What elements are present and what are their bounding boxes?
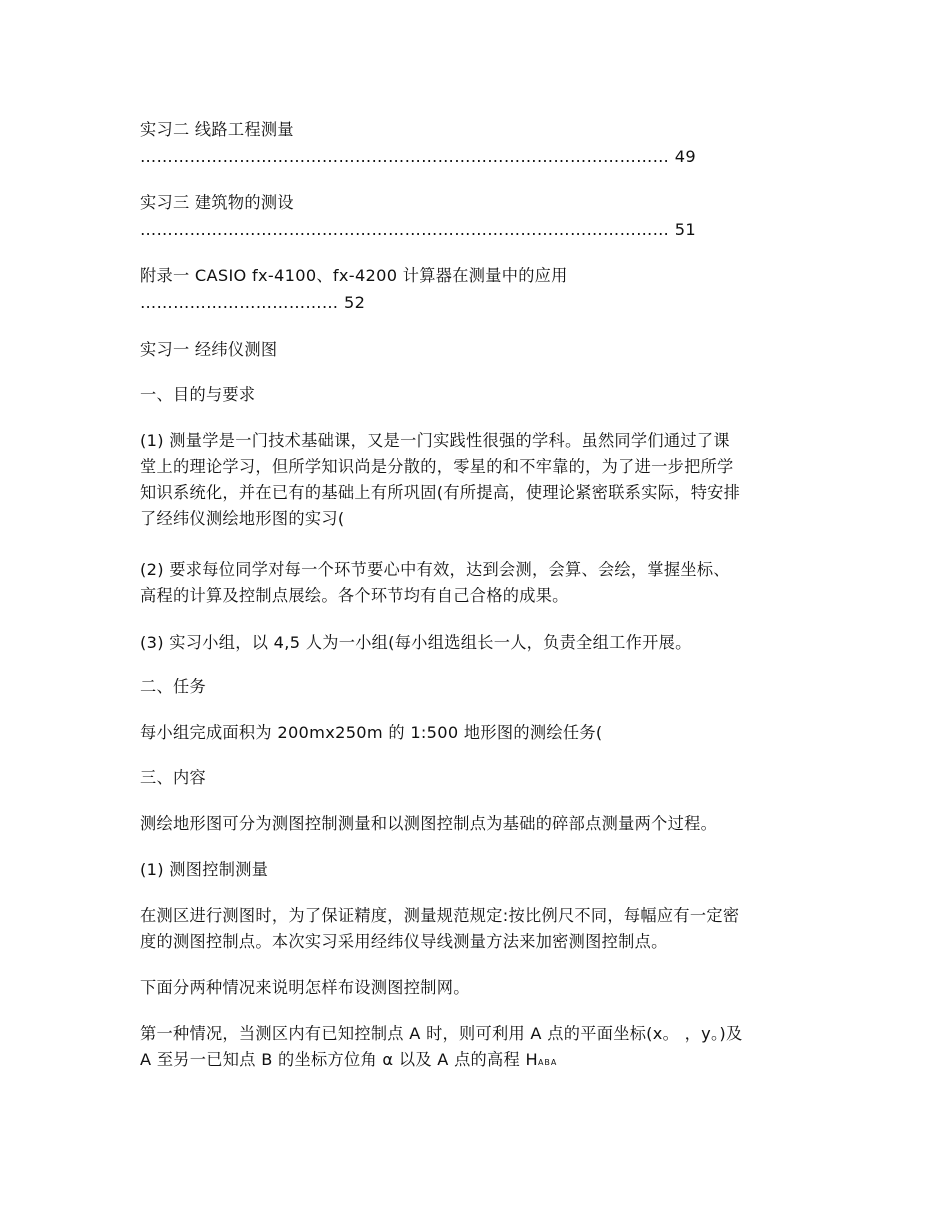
paragraph-line: (3) 实习小组，以 4,5 人为一小组(每小组选组长一人，负责全组工作开展。	[140, 633, 692, 652]
paragraph-line: 堂上的理论学习，但所学知识尚是分散的，零星的和不牢靠的，为了进一步把所学	[140, 457, 734, 476]
paragraph-line: 每小组完成面积为 200mx250m 的 1:500 地形图的测绘任务(	[140, 723, 603, 742]
paragraph	[140, 720, 820, 746]
paragraph-line: 高程的计算及控制点展绘。各个环节均有自己合格的成果。	[140, 586, 569, 605]
paragraph-line: 第一种情况，当测区内有已知控制点 A 时，则可利用 A 点的平面坐标(x。 ，y。)及	[140, 1024, 743, 1043]
paragraph	[140, 630, 820, 656]
paragraph-text: A 至另一已知点 B 的坐标方位角 α 以及 A 点的高程 H	[140, 1050, 538, 1069]
paragraph	[140, 857, 820, 883]
paragraph	[140, 903, 820, 955]
toc-entry-leader: ……………………………… 52	[140, 293, 366, 312]
paragraph-line: 测绘地形图可分为测图控制测量和以测图控制点为基础的碎部点测量两个过程。	[140, 814, 718, 833]
section-heading: 一、目的与要求	[140, 385, 256, 404]
paragraph	[140, 1021, 820, 1076]
paragraph	[140, 428, 820, 532]
chapter-heading: 实习一 经纬仪测图	[140, 340, 278, 359]
paragraph	[140, 557, 820, 609]
paragraph-line: 知识系统化，并在已有的基础上有所巩固(有所提高，使理论紧密联系实际，特安排	[140, 483, 741, 502]
paragraph-line	[140, 1047, 820, 1076]
paragraph-line: (2) 要求每位同学对每一个环节要心中有效，达到会测，会算、会绘，掌握坐标、	[140, 560, 730, 579]
toc-entry-leader: …………………………………………………………………………………… 49	[140, 147, 696, 166]
toc-entry-title: 实习三 建筑物的测设	[140, 193, 294, 212]
subscript: ABA	[537, 1058, 558, 1067]
toc-entry-leader: …………………………………………………………………………………… 51	[140, 220, 696, 239]
paragraph	[140, 811, 820, 837]
paragraph-line: 了经纬仪测绘地形图的实习(	[140, 509, 345, 528]
section-heading: 三、内容	[140, 768, 206, 787]
paragraph	[140, 975, 820, 1001]
toc-entry-title: 实习二 线路工程测量	[140, 120, 294, 139]
toc-entry-title: 附录一 CASIO fx-4100、fx-4200 计算器在测量中的应用	[140, 266, 568, 285]
paragraph-line: 度的测图控制点。本次实习采用经纬仪导线测量方法来加密测图控制点。	[140, 932, 668, 951]
paragraph-line: 在测区进行测图时，为了保证精度，测量规范规定:按比例尺不同，每幅应有一定密	[140, 906, 740, 925]
section-heading: 二、任务	[140, 677, 206, 696]
paragraph-line: 下面分两种情况来说明怎样布设测图控制网。	[140, 978, 470, 997]
paragraph-line: (1) 测量学是一门技术基础课，又是一门实践性很强的学科。虽然同学们通过了课	[140, 431, 730, 450]
paragraph-line: (1) 测图控制测量	[140, 860, 269, 879]
